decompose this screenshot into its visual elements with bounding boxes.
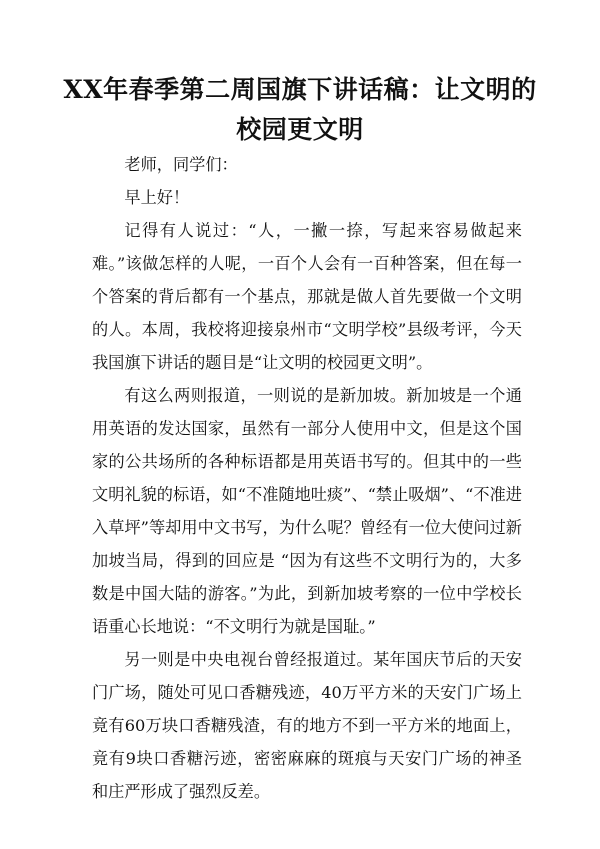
greeting-paragraph: 早上好！ — [124, 188, 190, 207]
document-title: XX年春季第二周国旗下讲话稿：让文明的校园更文明 — [63, 75, 537, 144]
salutation-paragraph: 老师，同学们： — [124, 155, 238, 174]
tiananmen-report-paragraph: 另一则是中央电视台曾经报道过。某年国庆节后的天安门广场，随处可见口香糖残迹，40万平方米的天安门广场上竟有60万块口香糖残渣，有的地方不到一平方米的地面上，竟有9块口香糖污迹，密密麻麻的斑痕与天安门广场的神圣和庄严形成了强烈反差。 — [92, 650, 522, 801]
intro-paragraph: 记得有人说过：“人，一撇一捺，写起来容易做起来难。”该做怎样的人呢，一百个人会有一百种答案，但在每一个答案的背后都有一个基点，那就是做人首先要做一个文明的人。本周，我校将迎接泉州市“文明学校”县级考评，今天我国旗下讲话的题目是“让文明的校园更文明”。 — [92, 221, 522, 372]
singapore-report-paragraph: 有这么两则报道，一则说的是新加坡。新加坡是一个通用英语的发达国家，虽然有一部分人使用中文，但是这个国家的公共场所的各种标语都是用英语书写的。但其中的一些文明礼貌的标语，如“不准随地吐痰”、“禁止吸烟”、“不准进入草坪”等却用中文书写，为什么呢？曾经有一位大使问过新加坡当局，得到的回应是 “因为有这些不文明行为的，大多数是中国大陆的游客。”为此，到新加坡考察的一位中学校长语重心长地说：“不文明行为就是国耻。” — [92, 386, 522, 636]
document-body — [92, 148, 522, 808]
